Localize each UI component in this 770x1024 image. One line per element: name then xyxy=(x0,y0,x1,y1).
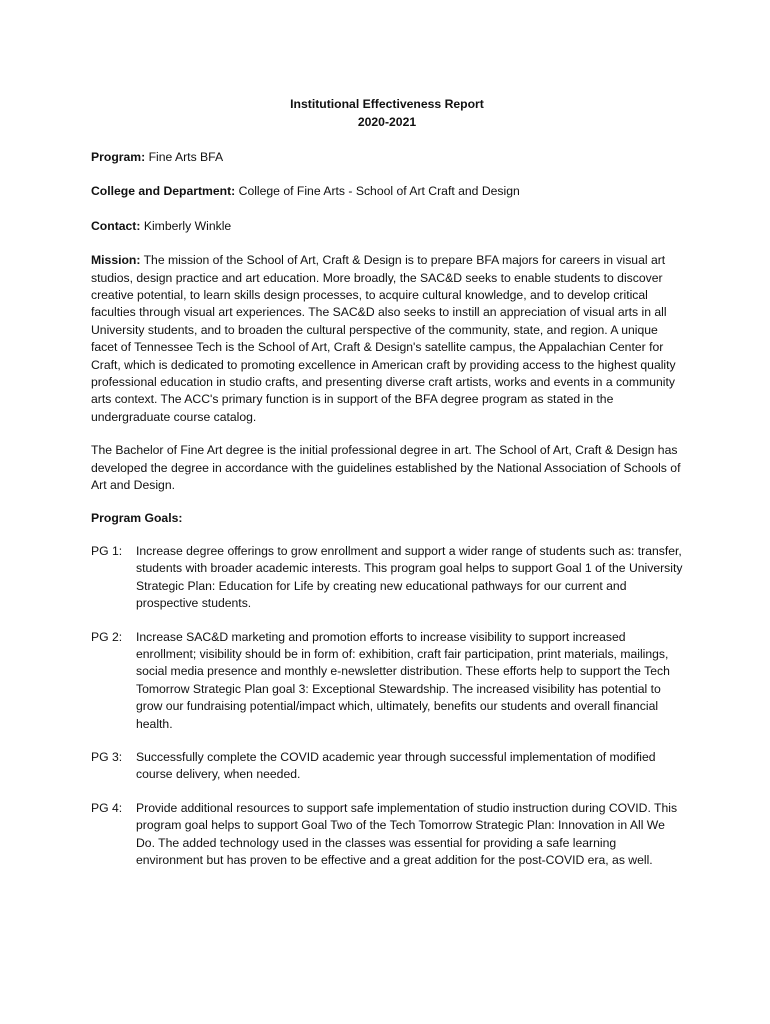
degree-paragraph: The Bachelor of Fine Art degree is the initial professional degree in art. The School of Art, Craft & Design has developed the degree in accordance with the guidelines established by the National Association of Schools of Art and Design. xyxy=(91,443,681,493)
program-field xyxy=(91,149,683,166)
goal-text: Successfully complete the COVID academic year through successful implementation of modified course delivery, when needed. xyxy=(136,749,656,782)
goal-text: Increase SAC&D marketing and promotion efforts to increase visibility to support increased enrollment; visibility should be in form of: exhibition, craft fair participation, print materials, mailings, social media presence and monthly e-newsletter distribution. These efforts help to support the Tech Tomorrow Strategic Plan goal 3: Exceptional Stewardship. The increased visibility has potential to grow our fundraising potential/impact which, ultimately, benefits our students and overall financial health. xyxy=(136,629,670,731)
goal-text: Increase degree offerings to grow enrollment and support a wider range of students such as: transfer, students with broader academic interests. This program goal helps to support Goal 1 of the University Strategic Plan: Education for Life by creating new educational pathways for our current and prospective students. xyxy=(136,543,683,611)
goal-label: PG 4: xyxy=(91,800,123,815)
college-field xyxy=(91,183,683,200)
program-goals-heading: Program Goals: xyxy=(91,510,183,525)
report-year: 2020-2021 xyxy=(357,115,417,129)
mission-value: The mission of the School of Art, Craft & Design is to prepare BFA majors for careers in visual art studios, design practice and art education. More broadly, the SAC&D seeks to enable students to discover creative potential, to learn skills design processes, to acquire cultural knowledge, and to develop critical faculties through visual art experiences. The SAC&D also seeks to instill an appreciation of visual arts in all University students, and to broaden the cultural perspective of the community, state, and region. A unique facet of Tennessee Tech is the School of Art, Craft & Design's satellite campus, the Appalachian Center for Craft, which is dedicated to promoting excellence in American craft by providing access to the highest quality professional education in studio crafts, and presenting diverse craft artists, works and events in a community arts context. The ACC's primary function is in support of the BFA degree program as stated in the undergraduate course catalog. xyxy=(91,253,676,424)
contact-label: Contact: xyxy=(91,218,141,233)
goal-item-pg1 xyxy=(91,543,683,613)
college-value: College of Fine Arts - School of Art Craft and Design xyxy=(235,184,520,199)
goal-label: PG 3: xyxy=(91,749,123,764)
mission-field xyxy=(91,252,683,426)
goal-label: PG 2: xyxy=(91,629,123,644)
mission-label: Mission: xyxy=(91,253,141,268)
report-header xyxy=(91,95,683,131)
contact-field xyxy=(91,218,683,235)
goal-label: PG 1: xyxy=(91,543,123,558)
report-title: Institutional Effectiveness Report xyxy=(290,97,484,111)
goal-item-pg4 xyxy=(91,800,683,870)
college-label: College and Department: xyxy=(91,184,236,199)
goal-item-pg2 xyxy=(91,629,683,733)
program-label: Program: xyxy=(91,150,146,164)
document-content xyxy=(91,95,683,869)
contact-value: Kimberly Winkle xyxy=(140,218,232,233)
goal-text: Provide additional resources to support safe implementation of studio instruction during COVID. This program goal helps to support Goal Two of the Tech Tomorrow Strategic Plan: Innovation in All We Do. The added technology used in the classes was essential for providing a safe learning environment but has proven to be effective and a great addition for the post-COVID era, as well. xyxy=(136,800,678,867)
goal-item-pg3 xyxy=(91,749,683,784)
program-value: Fine Arts BFA xyxy=(145,150,224,164)
